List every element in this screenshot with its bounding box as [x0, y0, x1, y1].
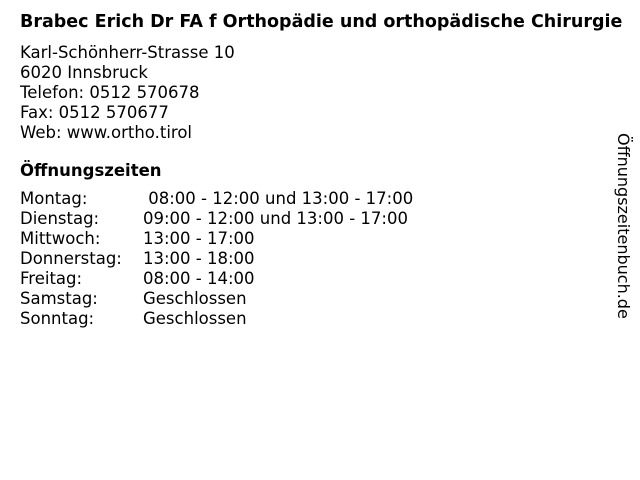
city-address: 6020 Innsbruck: [20, 63, 148, 82]
time-value: 08:00 - 14:00: [143, 269, 255, 288]
day-label: Sonntag:: [20, 309, 95, 328]
hours-row-monday: [20, 189, 620, 209]
day-label: Montag:: [20, 189, 88, 208]
hours-row-saturday: [20, 289, 620, 309]
time-value: Geschlossen: [143, 289, 247, 308]
phone-number: Telefon: 0512 570678: [20, 83, 200, 102]
hours-row-sunday: [20, 309, 620, 329]
hours-table: [20, 189, 620, 329]
time-value: 13:00 - 17:00: [143, 229, 255, 248]
time-value: Geschlossen: [143, 309, 247, 328]
time-value: 08:00 - 12:00 und 13:00 - 17:00: [143, 189, 414, 208]
watermark-text: Öffnungszeitenbuch.de: [614, 133, 633, 319]
website: Web: www.ortho.tirol: [20, 123, 193, 142]
hours-heading: Öffnungszeiten: [20, 161, 162, 180]
business-card: [20, 12, 623, 329]
address-block: [20, 43, 620, 143]
hours-row-friday: [20, 269, 620, 289]
day-label: Mittwoch:: [20, 229, 101, 248]
day-label: Freitag:: [20, 269, 83, 288]
hours-row-wednesday: [20, 229, 620, 249]
day-label: Donnerstag:: [20, 249, 122, 268]
business-title: Brabec Erich Dr FA f Orthopädie und orthopädische Chirurgie: [20, 12, 623, 32]
time-value: 13:00 - 18:00: [143, 249, 255, 268]
hours-row-tuesday: [20, 209, 620, 229]
day-label: Samstag:: [20, 289, 98, 308]
street-address: Karl-Schönherr-Strasse 10: [20, 43, 235, 62]
hours-row-thursday: [20, 249, 620, 269]
fax-number: Fax: 0512 570677: [20, 103, 169, 122]
day-label: Dienstag:: [20, 209, 100, 228]
time-value: 09:00 - 12:00 und 13:00 - 17:00: [143, 209, 408, 228]
